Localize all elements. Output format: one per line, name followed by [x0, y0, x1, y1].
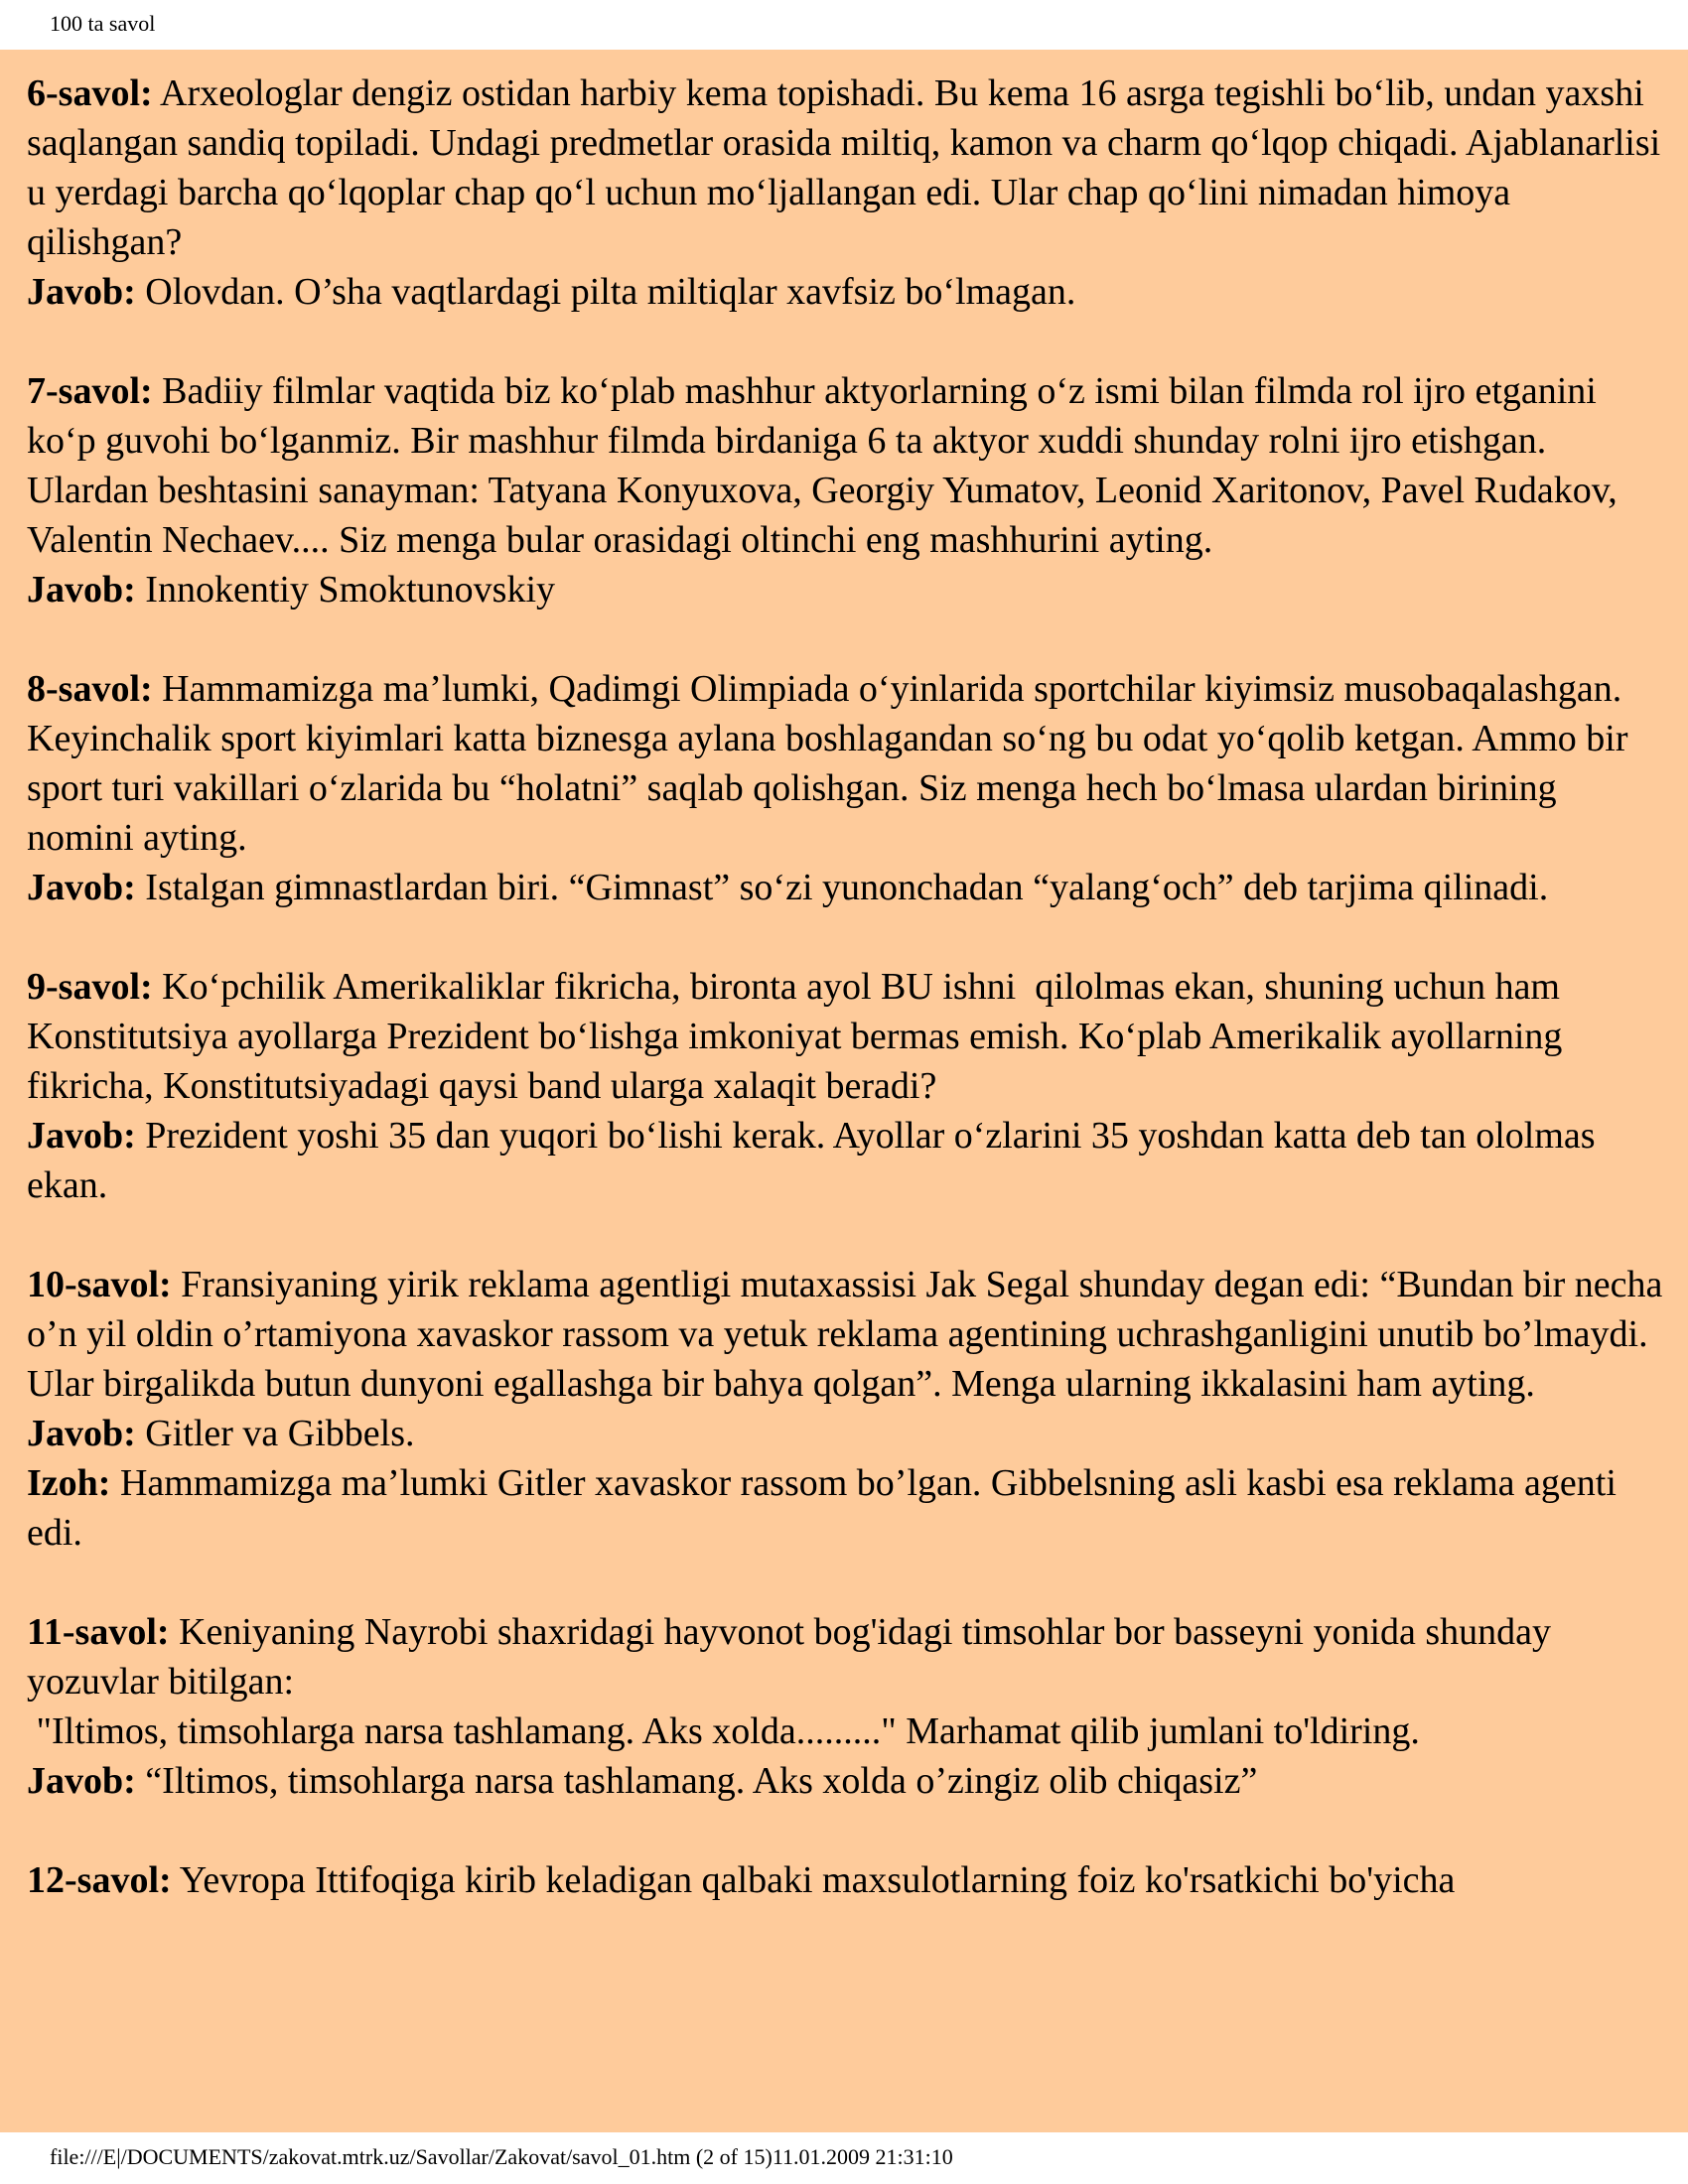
answer-label: Javob:	[27, 271, 136, 313]
note-label: Izoh:	[27, 1462, 111, 1504]
question-label: 10-savol:	[27, 1264, 172, 1305]
page-header	[0, 0, 1688, 50]
question-text: Fransiyaning yirik reklama agentligi mutaxassisi Jak Segal shunday degan edi: “Bundan bir necha o’n yil oldin o’rtamiyona xavaskor rassom va yetuk reklama agentining uchrashganligini unutib bo’lmaydi. Ular birgalikda butun dunyoni egallashga bir bahya qolgan”. Menga ularning ikkalasini ham ayting.	[27, 1264, 1672, 1405]
answer	[27, 863, 1668, 912]
footer-file-path: file:///E|/DOCUMENTS/zakovat.mtrk.uz/Savollar/Zakovat/savol_01.htm (2 of 15)11.01.2009 21:31:10	[50, 2144, 953, 2169]
question	[27, 1260, 1672, 1409]
question	[27, 1855, 1668, 1905]
answer	[27, 267, 1668, 317]
question-text: Hammamizga ma’lumki, Qadimgi Olimpiada o‘yinlarida sportchilar kiyimsiz musobaqalashgan. Keyinchalik sport kiyimlari katta biznesga aylana boshlagandan so‘ng bu odat yo‘qolib ketgan. Ammo bir sport turi vakillari o‘zlarida bu “holatni” saqlab qolishgan. Siz menga hech bo‘lmasa ulardan birining nomini ayting.	[27, 668, 1638, 859]
question-label: 11-savol:	[27, 1611, 170, 1653]
answer-text: Prezident yoshi 35 dan yuqori bo‘lishi kerak. Ayollar o‘zlarini 35 yoshdan katta deb tan ololmas ekan.	[27, 1115, 1606, 1206]
answer-label: Javob:	[27, 867, 136, 908]
question-text: Keniyaning Nayrobi shaxridagi hayvonot bog'idagi timsohlar bor basseyni yonida shunday yozuvlar bitilgan:	[27, 1611, 1561, 1703]
question-label: 8-savol:	[27, 668, 153, 710]
answer-text: Gitler va Gibbels.	[135, 1413, 415, 1454]
answer-label: Javob:	[27, 1115, 136, 1157]
question	[27, 664, 1668, 863]
answer	[27, 1409, 1668, 1458]
question-block-10	[27, 1260, 1672, 1558]
page-footer	[0, 2132, 1688, 2184]
answer-text: Innokentiy Smoktunovskiy	[135, 569, 556, 611]
header-title: 100 ta savol	[50, 11, 156, 36]
answer-text: Istalgan gimnastlardan biri. “Gimnast” so‘zi yunonchadan “yalang‘och” deb tarjima qilinadi.	[135, 867, 1549, 908]
question-block-7	[27, 366, 1668, 614]
question-block-8	[27, 664, 1668, 912]
question	[27, 962, 1668, 1111]
question-block-6	[27, 68, 1668, 317]
answer	[27, 1111, 1668, 1210]
question	[27, 68, 1668, 267]
question-label: 12-savol:	[27, 1859, 172, 1901]
question-text: Yevropa Ittifoqiga kirib keladigan qalbaki maxsulotlarning foiz ko'rsatkichi bo'yicha	[171, 1859, 1456, 1901]
answer	[27, 1756, 1668, 1806]
question-text: Badiiy filmlar vaqtida biz ko‘plab mashhur aktyorlarning o‘z ismi bilan filmda rol ijro etganini ko‘p guvohi bo‘lganmiz. Bir mashhur filmda birdaniga 6 ta aktyor xuddi shunday rolni ijro etishgan. Ulardan beshtasini sanayman: Tatyana Konyuxova, Georgiy Yumatov, Leonid Xaritonov, Pavel Rudakov, Valentin Nechaev.... Siz menga bular orasidagi oltinchi eng mashhurini ayting.	[27, 370, 1626, 561]
note-text: Hammamizga ma’lumki Gitler xavaskor rassom bo’lgan. Gibbelsning asli kasbi esa reklama agenti edi.	[27, 1462, 1626, 1554]
answer-label: Javob:	[27, 569, 136, 611]
question-label: 9-savol:	[27, 966, 153, 1008]
answer-label: Javob:	[27, 1413, 136, 1454]
question-label: 6-savol:	[27, 72, 153, 114]
question-text: Arxeologlar dengiz ostidan harbiy kema topishadi. Bu kema 16 asrga tegishli bo‘lib, undan yaxshi saqlangan sandiq topiladi. Undagi predmetlar orasida miltiq, kamon va charm qo‘lqop chiqadi. Ajablanarlisi u yerdagi barcha qo‘lqoplar chap qo‘l uchun mo‘ljallangan edi. Ular chap qo‘lini nimadan himoya qilishgan?	[27, 72, 1670, 263]
question-continuation: "Iltimos, timsohlarga narsa tashlamang. Aks xolda........." Marhamat qilib jumlani to'ldiring.	[27, 1710, 1420, 1752]
question-block-9	[27, 962, 1668, 1210]
answer-text: Olovdan. O’sha vaqtlardagi pilta miltiqlar xavfsiz bo‘lmagan.	[135, 271, 1076, 313]
question-block-12	[27, 1855, 1668, 1905]
question	[27, 1607, 1668, 1706]
document-body	[0, 50, 1688, 2132]
answer-text: “Iltimos, timsohlarga narsa tashlamang. Aks xolda o’zingiz olib chiqasiz”	[135, 1760, 1258, 1802]
question	[27, 366, 1668, 565]
note	[27, 1458, 1668, 1558]
answer	[27, 565, 1668, 614]
question-label: 7-savol:	[27, 370, 153, 412]
answer-label: Javob:	[27, 1760, 136, 1802]
question-text: Ko‘pchilik Amerikaliklar fikricha, bironta ayol BU ishni qilolmas ekan, shuning uchun ham Konstitutsiya ayollarga Prezident bo‘lishga imkoniyat bermas emish. Ko‘plab Amerikalik ayollarning fikricha, Konstitutsiyadagi qaysi band ularga xalaqit beradi?	[27, 966, 1572, 1107]
question-block-11	[27, 1607, 1668, 1806]
